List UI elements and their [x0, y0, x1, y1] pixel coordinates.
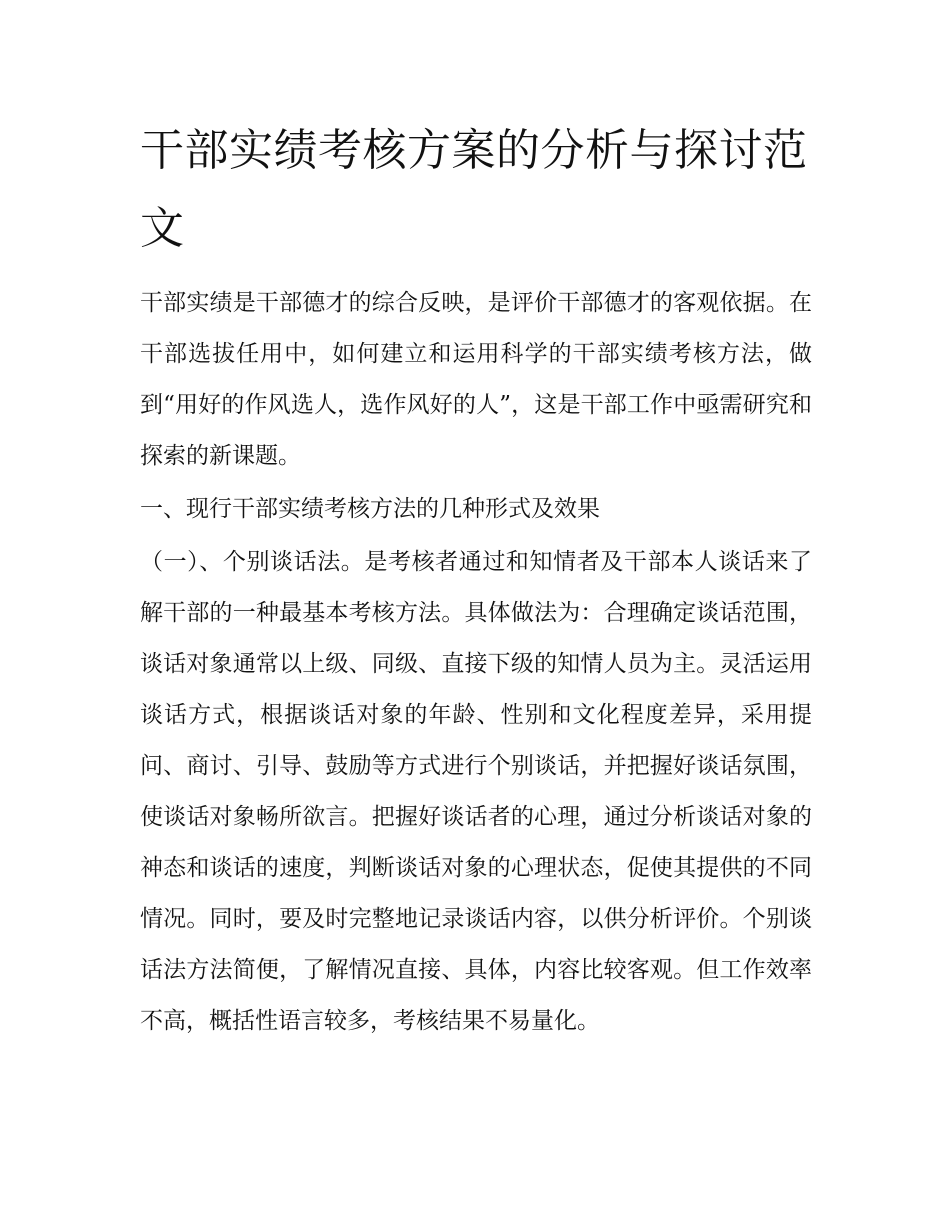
document-title: 干部实绩考核方案的分析与探讨范文 — [140, 125, 808, 254]
section-heading-1: 一、现行干部实绩考核方法的几种形式及效果 — [140, 496, 600, 522]
document-body — [140, 278, 812, 1049]
paragraph-intro: 干部实绩是干部德才的综合反映，是评价干部德才的客观依据。在干部选拔任用中，如何建立和运用科学的干部实绩考核方法，做到“用好的作风选人，选作风好的人”，这是干部工作中亟需研究和探索的新课题。 — [140, 290, 812, 469]
paragraph-individual-interview: （一）、个别谈话法。是考核者通过和知情者及干部本人谈话来了解干部的一种最基本考核方法。具体做法为：合理确定谈话范围，谈话对象通常以上级、同级、直接下级的知情人员为主。灵活运用谈话方式，根据谈话对象的年龄、性别和文化程度差异，采用提问、商讨、引导、鼓励等方式进行个别谈话，并把握好谈话氛围，使谈话对象畅所欲言。把握好谈话者的心理，通过分析谈话对象的神态和谈话的速度，判断谈话对象的心理状态，促使其提供的不同情况。同时，要及时完整地记录谈话内容，以供分析评价。个别谈话法方法简便，了解情况直接、具体，内容比较客观。但工作效率不高，概括性语言较多，考核结果不易量化。 — [140, 549, 812, 1034]
